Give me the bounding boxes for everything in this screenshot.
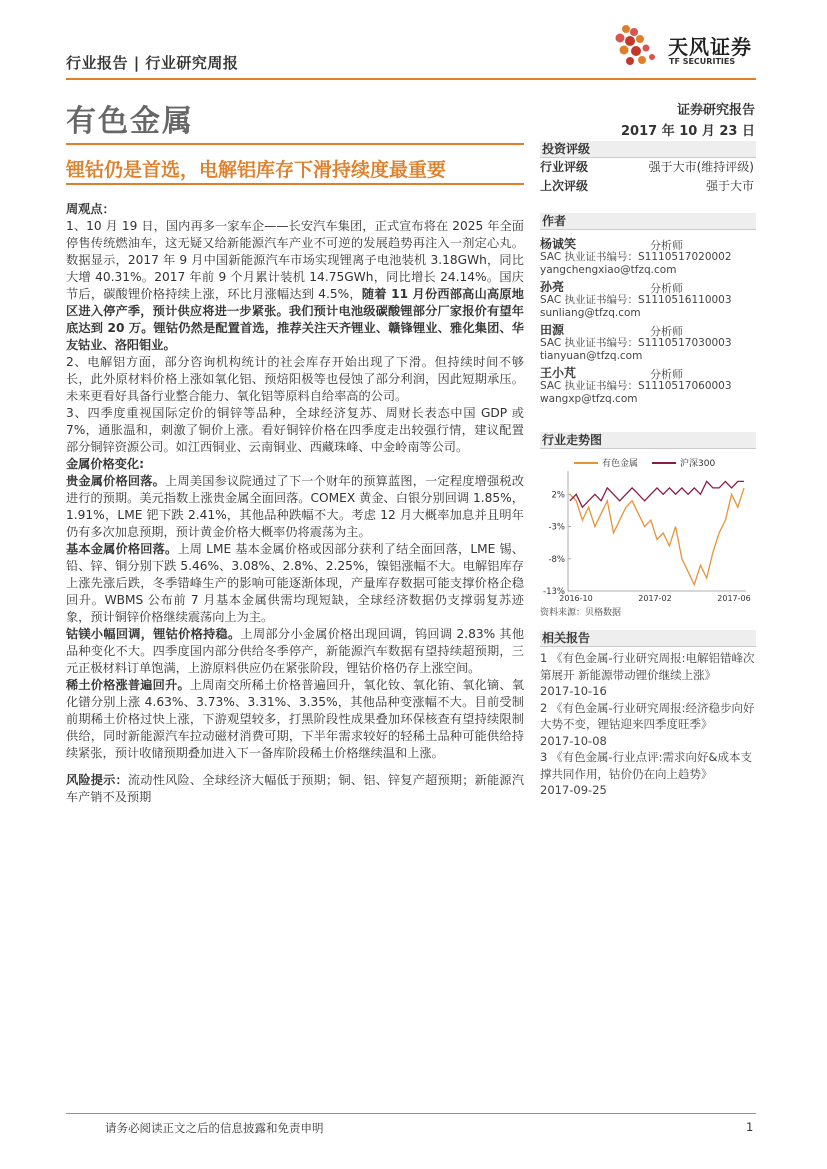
rating-section [540,141,756,196]
author-card [540,238,756,281]
last-rating-value: 强于大市 [705,179,754,193]
headline-divider-top [66,143,524,145]
rare-text: 上周南交所稀土价格普遍回升，氧化钕、氧化铕、氧化镝、氧化镨分别上涨 4.63%、3.73%、3.31%、3.35%，其他品种变涨幅不大。目前受制前期稀土价格过快上涨，下游观望较多，打黑阶段性成果叠加环保核查有望持续限制供给，同时新能源汽车拉动磁材消费可期，下半年需求较好的轻稀土品种可能供给持续紧张，预计收储预期叠加进入下一备库阶段稀土价格继续温和上涨。 [66,678,525,760]
rating-title: 投资评级 [540,141,756,158]
paragraph-1-text: 1、10 月 19 日，国内再多一家车企——长安汽车集团，正式宣布将在 2025 年全面停售传统燃油车，这无疑又给新能源汽车产业不可逆的发展趋势再注入一剂定心丸。数据显示，2017 年 9 月中国新能源汽车市场实现锂离子电池装机 3.18GWh，同比大增 40.31%。2017 年前 9 个月累计装机 14.75GWh，同比增长 24.14%。国庆节后，碳酸锂价格持续上涨，环比月涨幅达到 4.5%， [66,219,524,301]
risk-paragraph [66,772,524,806]
precious-lead: 贵金属价格回落。 [66,474,166,488]
series-line [570,481,744,507]
industry-rating-row [540,158,756,177]
related-item[interactable] [540,749,756,799]
minor-text: 上周部分小金属价格出现回调，钨回调 2.83% 其他品种变化不大。四季度国内部分供给冬季停产，新能源汽车数据有望持续超预期，三元正极材料订单饱满，上游原料供应仍在紧张阶段，锂钴价格仍存上涨空间。 [66,627,525,675]
related-section [540,630,756,799]
minor-lead: 钴镁小幅回调，锂钴价格持稳。 [66,627,241,641]
author-name: 田源 [540,323,565,337]
report-date: 2017 年 10 月 23 日 [621,124,755,139]
trend-section [540,432,756,618]
authors-title: 作者 [540,213,756,230]
trend-title: 行业走势图 [540,432,756,449]
author-cert: SAC 执业证书编号：S1110517030003 [540,337,732,349]
y-tick-label: -13% [543,587,565,597]
author-title: 分析师 [650,239,683,252]
headline-divider-bottom [66,183,524,185]
legend-label: 沪深300 [680,459,716,469]
footer-divider [66,1113,756,1114]
related-list [540,650,756,799]
logo-text-en: TF SECURITIES [669,57,736,66]
author-cert: SAC 执业证书编号：S1110517060003 [540,380,732,392]
chart-source: 资料来源：贝格数据 [540,608,622,618]
sector-title: 有色金属 [66,104,194,139]
page-number: 1 [746,1120,754,1134]
author-card [540,324,756,367]
logo-text: 天风证券 [668,35,752,59]
author-card [540,281,756,324]
report-category: 行业报告 | 行业研究周报 [66,54,239,72]
related-item-title[interactable]: 2 《有色金属-行业研究周报:经济稳步向好大势不变，锂钴迎来四季度旺季》 [540,700,755,731]
x-tick-label: 2016-10 [559,594,593,603]
y-tick-label: -8% [548,554,565,565]
related-item-title[interactable]: 1 《有色金属-行业研究周报:电解铝错峰次第展开 新能源带动锂价继续上涨》 [540,651,755,682]
risk-text: 流动性风险、全球经济大幅低于预期；铜、铝、锌复产超预期；新能源汽车产销不及预期 [66,773,525,804]
base-metals-paragraph [66,541,524,626]
related-item-date: 2017-10-16 [540,684,607,698]
author-name: 王小芃 [540,366,577,380]
weekly-view-label: 周观点： [66,202,115,216]
series-line [570,488,744,585]
author-title: 分析师 [650,325,683,338]
industry-rating-label: 行业评级 [540,160,589,174]
related-item-date: 2017-10-08 [540,733,607,748]
y-tick-label: 2% [551,490,565,501]
paragraph-1 [66,218,524,354]
author-email[interactable]: sunliang@tfzq.com [540,307,641,319]
author-email[interactable]: wangxp@tfzq.com [540,393,638,405]
price-change-label: 金属价格变化: [66,457,144,471]
paragraph-1-bold: 随着 11 月份西部高山高原地区进入停产季，预计供应将进一步紧张。我们预计电池级碳酸锂部分厂家报价有望年底达到 20 万。锂钴仍然是配置首选，推荐关注天齐锂业、赣锋锂业、雅化集团、华友钴业、洛阳钼业。 [66,287,524,352]
author-card [540,367,756,410]
author-email[interactable]: tianyuan@tfzq.com [540,350,643,362]
author-email[interactable]: yangchengxiao@tfzq.com [540,264,677,276]
headline: 锂钴仍是首选，电解铝库存下滑持续度最重要 [66,159,447,181]
author-title: 分析师 [650,368,683,381]
report-type: 证券研究报告 [676,103,755,118]
author-name: 杨诚笑 [540,237,577,251]
author-cert: SAC 执业证书编号：S1110516110003 [540,294,732,306]
precious-text: 上周美国参议院通过了下一个财年的预算蓝图，一定程度增强税改进行的预期。美元指数上涨贵金属全面回落。COMEX 黄金、白银分别回调 1.85%，1.91%，LME 钯下跌 2.41%，其他品种跌幅不大。考虑 12 月大概率加息并且明年仍有多次加息预期，预计黄金价格大概率仍将震荡为主。 [66,474,525,539]
last-rating-row [540,177,756,196]
rare-lead: 稀土价格涨普遍回升。 [66,678,190,692]
related-title: 相关报告 [540,630,756,647]
minor-metals-paragraph [66,626,524,677]
base-lead: 基本金属价格回落。 [66,542,178,556]
related-item-title[interactable]: 3 《有色金属-行业点评:需求向好&成本支撑共同作用，钴价仍在向上趋势》 [540,750,752,781]
x-tick-label: 2017-06 [717,594,751,603]
risk-label: 风险提示： [66,773,128,787]
authors-section [540,213,756,410]
author-cert: SAC 执业证书编号：S1110517020002 [540,251,732,263]
related-item[interactable] [540,700,756,750]
header-divider [66,78,756,80]
rare-earth-paragraph [66,677,524,762]
author-name: 孙亮 [540,280,565,294]
author-title: 分析师 [650,282,683,295]
related-item-date: 2017-09-25 [540,783,607,797]
main-body [66,201,524,806]
related-item[interactable] [540,650,756,700]
industry-trend-chart [540,453,756,603]
industry-rating-value: 强于大市(维持评级) [648,160,754,174]
base-text: 上周 LME 基本金属价格或因部分获利了结全面回落，LME 锡、铅、锌、铜分别下跌 5.46%、3.08%、2.8%、2.25%，镍铝涨幅不大。电解铝库存上涨先涨后跌，冬季错峰生产的影响可能逐渐体现，产量库存数据可能支撑价格企稳回升。WBMS 公布前 7 月基本金属供需均现短缺，全球经济数据仍支撑弱复苏迹象，预计铜锌价格继续震荡向上为主。 [66,542,524,624]
y-tick-label: -3% [548,522,565,533]
x-tick-label: 2017-02 [638,594,672,603]
legend-label: 有色金属 [602,459,639,469]
last-rating-label: 上次评级 [540,179,589,193]
paragraph-2: 2、电解铝方面，部分咨询机构统计的社会库存开始出现了下滑。但持续时间不够长，此外原材料价格上涨如氧化铝、预焙阳极等也侵蚀了部分利润，因此短期承压。未来更看好具备行业整合能力、氧化铝等原料自给率高的公司。 [66,355,524,403]
paragraph-3: 3、四季度重视国际定价的铜锌等品种，全球经济复苏、周财长表态中国 GDP 或 7%，通胀温和，刺激了铜价上涨。看好铜锌价格在四季度走出较强行情，建议配置部分铜锌资源公司。如江西铜业、云南铜业、西藏珠峰、中金岭南等公司。 [66,406,524,454]
precious-metals-paragraph [66,473,524,541]
footer-disclaimer: 请务必阅读正文之后的信息披露和免责申明 [105,1121,324,1135]
